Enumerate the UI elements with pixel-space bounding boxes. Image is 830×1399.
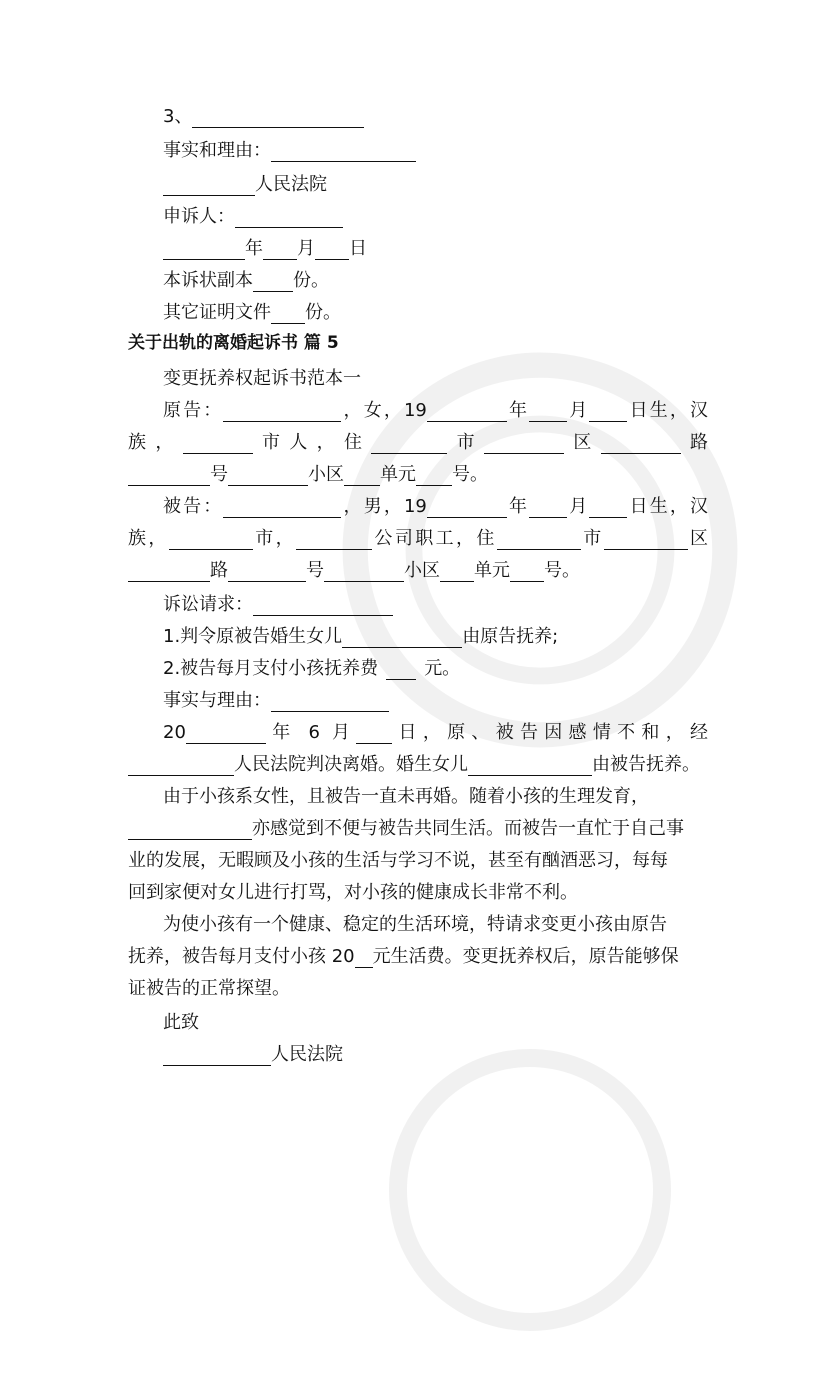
facts-para-6: 回到家便对女儿进行打骂，对小孩的健康成长非常不利。 [128,882,578,903]
facts-para-2: 人民法院判决离婚。婚生女儿 由被告抚养。 [128,748,708,782]
section-heading: 关于出轨的离婚起诉书 篇 5 [128,333,339,353]
copies-line: 本诉状副本 份。 [163,270,329,291]
facts-para-5: 业的发展，无暇顾及小孩的生活与学习不说，甚至有酗酒恶习，每每 [128,850,668,871]
appellant-line: 申诉人： [163,200,708,234]
facts-para-9: 证被告的正常探望。 [128,978,290,999]
list-item-3: 3、 [163,100,708,134]
claim-1: 1.判令原被告婚生女儿 由原告抚养; [163,626,559,647]
template-title: 变更抚养权起诉书范本一 [163,368,361,389]
facts-para-7: 为使小孩有一个健康、稳定的生活环境，特请求变更小孩由原告 [163,914,667,935]
date-line: 年 月 日 [163,232,708,266]
facts-line: 事实与理由： [163,684,708,718]
defendant-line-2: 族， 市， 公司职工，住 市 区 [128,528,709,549]
court-line: 人民法院 [163,168,708,202]
claim-2: 2.被告每月支付小孩抚养费 元。 [163,658,461,679]
evidence-line: 其它证明文件 份。 [163,302,341,323]
facts-para-8: 抚养，被告每月支付小孩 20 元生活费。变更抚养权后，原告能够保 [128,946,679,967]
facts-para-1: 20 年 6 月 日，原、被告因感情不和，经 [163,722,708,743]
facts-para-4: 亦感觉到不便与被告共同生活。而被告一直忙于自己事 [128,812,708,846]
defendant-line-3: 路 号 小区 单元 号。 [128,554,708,588]
closing: 此致 [163,1012,199,1033]
plaintiff-line-1: 原告： ，女，19 年 月 日生，汉 [163,400,709,421]
claims-line: 诉讼请求： [163,588,708,622]
facts-and-reasons-line: 事实和理由： [163,134,708,168]
defendant-line-1: 被告： ，男，19 年 月 日生，汉 [163,496,709,517]
plaintiff-line-3: 号 小区 单元 号。 [128,458,708,492]
plaintiff-line-2: 族， 市人，住 市 区 路 [128,432,709,453]
facts-para-3: 由于小孩系女性，且被告一直未再婚。随着小孩的生理发育， [163,786,649,807]
closing-court: 人民法院 [163,1038,708,1072]
